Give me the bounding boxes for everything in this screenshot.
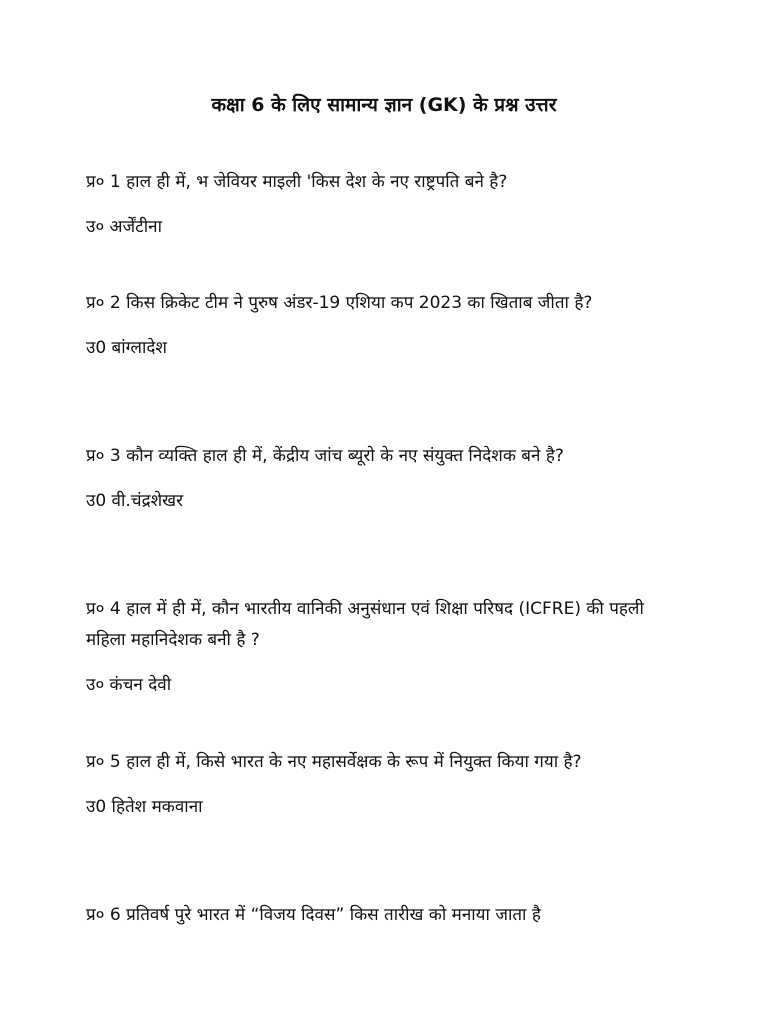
question-6: प्र० 6 प्रतिवर्ष पुरे भारत में “विजय दिवस” किस तारीख को मनाया जाता है xyxy=(86,905,541,925)
answer-4: उ० कंचन देवी xyxy=(86,675,172,695)
qa-item-2 xyxy=(86,288,686,361)
question-2: प्र० 2 किस क्रिकेट टीम ने पुरुष अंडर-19 एशिया कप 2023 का खिताब जीता है? xyxy=(86,293,593,313)
qa-item-3 xyxy=(86,441,686,514)
question-1: प्र० 1 हाल ही में, भ जेवियर माइली 'किस देश के नए राष्ट्रपति बने है? xyxy=(86,172,508,192)
question-4: प्र० 4 हाल में ही में, कौन भारतीय वानिकी अनुसंधान एवं शिक्षा परिषद (ICFRE) की पहली महिला महानिदेशक बनी है ? xyxy=(86,599,644,650)
question-3: प्र० 3 कौन व्यक्ति हाल ही में, केंद्रीय जांच ब्यूरो के नए संयुक्त निदेशक बने है? xyxy=(86,446,564,466)
qa-item-1 xyxy=(86,167,686,240)
answer-1: उ० अर्जेंटीना xyxy=(86,217,162,237)
question-5: प्र० 5 हाल ही में, किसे भारत के नए महासर्वेक्षक के रूप में नियुक्त किया गया है? xyxy=(86,752,582,772)
qa-item-4 xyxy=(86,594,686,698)
qa-item-6 xyxy=(86,900,686,931)
page-title: कक्षा 6 के लिए सामान्य ज्ञान (GK) के प्रश्न उत्तर xyxy=(211,94,557,116)
answer-5: उ0 हितेश मकवाना xyxy=(86,797,203,817)
answer-3: उ0 वी.चंद्रशेखर xyxy=(86,491,184,511)
qa-item-5 xyxy=(86,747,686,820)
answer-2: उ0 बांग्लादेश xyxy=(86,338,167,358)
